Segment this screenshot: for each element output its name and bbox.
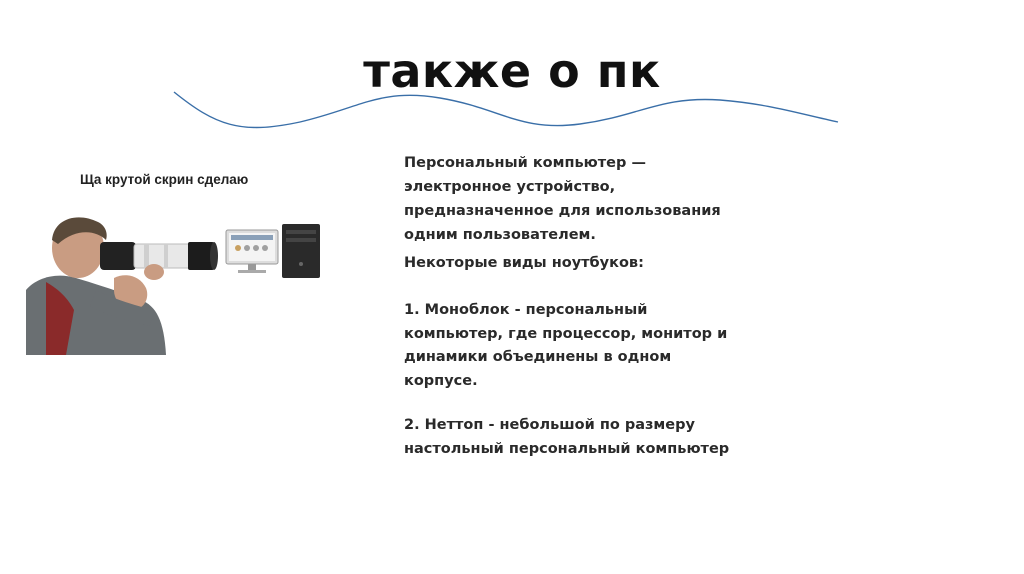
- meme-image: [26, 160, 326, 355]
- wave-decoration: [0, 0, 1024, 160]
- slide-title: также о пк: [363, 44, 661, 98]
- content-text: [404, 151, 744, 461]
- types-heading: Некоторые виды ноутбуков:: [404, 255, 644, 271]
- list-item-monoblock: 1. Моноблок - персональный компьютер, где процессор, монитор и динамики объединены в одном корпусе.: [404, 302, 728, 389]
- list-item-nettop: 2. Неттоп - небольшой по размеру настольный персональный компьютер: [404, 417, 730, 457]
- meme-caption: Ща крутой скрин сделаю: [80, 172, 249, 187]
- photographer-illustration: [26, 160, 326, 355]
- definition-paragraph: Персональный компьютер — электронное устройство, предназначенное для использования одним пользователем.: [404, 155, 721, 243]
